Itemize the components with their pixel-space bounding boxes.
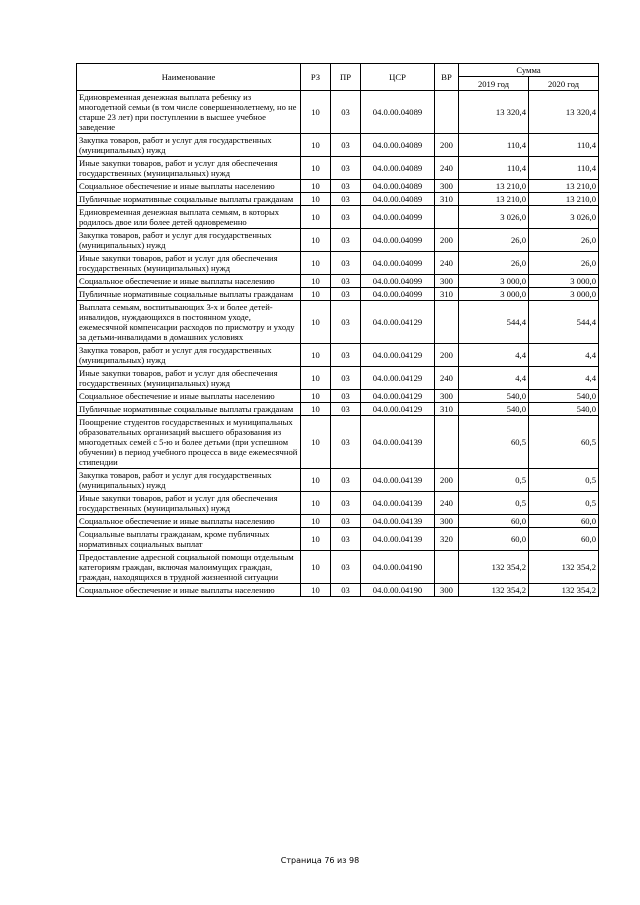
cell-y2020: 60,5: [529, 416, 599, 469]
cell-rz: 10: [301, 416, 331, 469]
cell-pr: 03: [331, 91, 361, 134]
cell-csr: 04.0.00.04089: [361, 134, 435, 157]
cell-vr: 200: [435, 134, 459, 157]
cell-vr: 240: [435, 252, 459, 275]
cell-y2019: 0,5: [459, 492, 529, 515]
cell-rz: 10: [301, 367, 331, 390]
cell-pr: 03: [331, 134, 361, 157]
table-row: [77, 180, 599, 193]
cell-vr: 240: [435, 492, 459, 515]
table-row: [77, 206, 599, 229]
cell-pr: 03: [331, 288, 361, 301]
cell-y2020: 60,0: [529, 528, 599, 551]
cell-name: Закупка товаров, работ и услуг для государственных (муниципальных) нужд: [77, 469, 301, 492]
cell-pr: 03: [331, 157, 361, 180]
cell-rz: 10: [301, 206, 331, 229]
cell-y2019: 60,5: [459, 416, 529, 469]
cell-y2020: 540,0: [529, 403, 599, 416]
cell-csr: 04.0.00.04099: [361, 288, 435, 301]
cell-vr: 310: [435, 193, 459, 206]
cell-y2019: 110,4: [459, 134, 529, 157]
cell-y2020: 4,4: [529, 344, 599, 367]
cell-rz: 10: [301, 288, 331, 301]
table-row: [77, 301, 599, 344]
cell-csr: 04.0.00.04139: [361, 416, 435, 469]
cell-pr: 03: [331, 551, 361, 584]
table-row: [77, 252, 599, 275]
cell-y2019: 132 354,2: [459, 551, 529, 584]
cell-pr: 03: [331, 229, 361, 252]
cell-csr: 04.0.00.04089: [361, 91, 435, 134]
cell-csr: 04.0.00.04089: [361, 157, 435, 180]
table-row: [77, 193, 599, 206]
cell-vr: 200: [435, 344, 459, 367]
cell-pr: 03: [331, 416, 361, 469]
cell-y2019: 26,0: [459, 252, 529, 275]
table-body: [77, 91, 599, 597]
cell-vr: 200: [435, 229, 459, 252]
cell-csr: 04.0.00.04129: [361, 344, 435, 367]
cell-y2020: 26,0: [529, 229, 599, 252]
header-name: Наименование: [77, 64, 301, 91]
cell-pr: 03: [331, 275, 361, 288]
cell-name: Поощрение студентов государственных и муниципальных образовательных организаций высшего образования из многодетных семей с 5-ю и более детьми (при успешном обучении) в период учебного процесса в виде ежемесячной стипендии: [77, 416, 301, 469]
cell-y2020: 544,4: [529, 301, 599, 344]
cell-csr: 04.0.00.04190: [361, 584, 435, 597]
cell-y2019: 60,0: [459, 515, 529, 528]
cell-name: Социальное обеспечение и иные выплаты населению: [77, 515, 301, 528]
cell-rz: 10: [301, 344, 331, 367]
cell-name: Публичные нормативные социальные выплаты гражданам: [77, 193, 301, 206]
budget-table: [76, 63, 599, 597]
cell-y2019: 0,5: [459, 469, 529, 492]
cell-vr: [435, 206, 459, 229]
cell-pr: 03: [331, 301, 361, 344]
cell-pr: 03: [331, 528, 361, 551]
cell-y2019: 540,0: [459, 390, 529, 403]
cell-y2020: 3 026,0: [529, 206, 599, 229]
table-row: [77, 492, 599, 515]
cell-name: Социальное обеспечение и иные выплаты населению: [77, 275, 301, 288]
cell-csr: 04.0.00.04139: [361, 492, 435, 515]
cell-name: Предоставление адресной социальной помощи отдельным категориям граждан, включая малоимущих граждан, граждан, находящихся в трудной жизненной ситуации: [77, 551, 301, 584]
cell-csr: 04.0.00.04099: [361, 206, 435, 229]
cell-rz: 10: [301, 91, 331, 134]
table-row: [77, 469, 599, 492]
cell-vr: 310: [435, 288, 459, 301]
cell-rz: 10: [301, 134, 331, 157]
cell-y2020: 3 000,0: [529, 288, 599, 301]
table-row: [77, 416, 599, 469]
cell-rz: 10: [301, 157, 331, 180]
cell-name: Закупка товаров, работ и услуг для государственных (муниципальных) нужд: [77, 344, 301, 367]
table-row: [77, 390, 599, 403]
cell-y2019: 13 210,0: [459, 193, 529, 206]
cell-rz: 10: [301, 403, 331, 416]
cell-y2019: 4,4: [459, 344, 529, 367]
cell-pr: 03: [331, 206, 361, 229]
cell-rz: 10: [301, 390, 331, 403]
cell-vr: 200: [435, 469, 459, 492]
cell-rz: 10: [301, 252, 331, 275]
cell-vr: 240: [435, 367, 459, 390]
cell-y2020: 132 354,2: [529, 584, 599, 597]
cell-y2020: 110,4: [529, 157, 599, 180]
cell-y2020: 540,0: [529, 390, 599, 403]
cell-name: Единовременная денежная выплата ребенку из многодетной семьи (в том числе совершеннолетнему, но не старше 23 лет) при поступлении в высшее учебное заведение: [77, 91, 301, 134]
table-row: [77, 134, 599, 157]
cell-name: Закупка товаров, работ и услуг для государственных (муниципальных) нужд: [77, 229, 301, 252]
cell-name: Иные закупки товаров, работ и услуг для обеспечения государственных (муниципальных) нужд: [77, 492, 301, 515]
header-csr: ЦСР: [361, 64, 435, 91]
cell-pr: 03: [331, 492, 361, 515]
cell-csr: 04.0.00.04099: [361, 252, 435, 275]
cell-y2019: 13 210,0: [459, 180, 529, 193]
cell-y2020: 110,4: [529, 134, 599, 157]
cell-y2019: 3 000,0: [459, 288, 529, 301]
cell-name: Выплата семьям, воспитывающих 3-х и более детей-инвалидов, нуждающихся в постоянном уходе, ежемесячной компенсации расходов по присмотру и уходу за детьми-инвалидами в домашних условиях: [77, 301, 301, 344]
cell-y2020: 13 210,0: [529, 180, 599, 193]
table-row: [77, 275, 599, 288]
cell-name: Единовременная денежная выплата семьям, в которых родилось двое или более детей одновременно: [77, 206, 301, 229]
cell-rz: 10: [301, 301, 331, 344]
table-row: [77, 515, 599, 528]
table-row: [77, 157, 599, 180]
cell-vr: 300: [435, 515, 459, 528]
header-vr: ВР: [435, 64, 459, 91]
cell-y2020: 0,5: [529, 492, 599, 515]
cell-csr: 04.0.00.04129: [361, 367, 435, 390]
header-2019: 2019 год: [459, 77, 529, 91]
cell-pr: 03: [331, 515, 361, 528]
cell-csr: 04.0.00.04190: [361, 551, 435, 584]
cell-csr: 04.0.00.04139: [361, 515, 435, 528]
cell-name: Публичные нормативные социальные выплаты гражданам: [77, 403, 301, 416]
cell-name: Социальное обеспечение и иные выплаты населению: [77, 390, 301, 403]
cell-pr: 03: [331, 180, 361, 193]
cell-y2019: 60,0: [459, 528, 529, 551]
table-row: [77, 367, 599, 390]
cell-name: Иные закупки товаров, работ и услуг для обеспечения государственных (муниципальных) нужд: [77, 157, 301, 180]
cell-vr: [435, 91, 459, 134]
table-row: [77, 229, 599, 252]
cell-pr: 03: [331, 403, 361, 416]
header-2020: 2020 год: [529, 77, 599, 91]
cell-rz: 10: [301, 515, 331, 528]
table-row: [77, 528, 599, 551]
table-row: [77, 344, 599, 367]
cell-y2019: 13 320,4: [459, 91, 529, 134]
header-pr: ПР: [331, 64, 361, 91]
cell-vr: 310: [435, 403, 459, 416]
cell-rz: 10: [301, 584, 331, 597]
table-row: [77, 91, 599, 134]
cell-name: Социальное обеспечение и иные выплаты населению: [77, 584, 301, 597]
cell-rz: 10: [301, 492, 331, 515]
cell-rz: 10: [301, 229, 331, 252]
cell-pr: 03: [331, 584, 361, 597]
cell-csr: 04.0.00.04139: [361, 469, 435, 492]
cell-rz: 10: [301, 469, 331, 492]
cell-y2020: 4,4: [529, 367, 599, 390]
cell-y2019: 540,0: [459, 403, 529, 416]
cell-vr: 240: [435, 157, 459, 180]
cell-y2020: 132 354,2: [529, 551, 599, 584]
table-row: [77, 584, 599, 597]
cell-vr: 300: [435, 275, 459, 288]
cell-y2019: 4,4: [459, 367, 529, 390]
cell-pr: 03: [331, 344, 361, 367]
cell-y2019: 3 000,0: [459, 275, 529, 288]
cell-pr: 03: [331, 390, 361, 403]
cell-csr: 04.0.00.04089: [361, 193, 435, 206]
cell-y2019: 3 026,0: [459, 206, 529, 229]
table-row: [77, 403, 599, 416]
cell-y2019: 110,4: [459, 157, 529, 180]
cell-y2020: 13 320,4: [529, 91, 599, 134]
cell-rz: 10: [301, 193, 331, 206]
cell-name: Социальные выплаты гражданам, кроме публичных нормативных социальных выплат: [77, 528, 301, 551]
cell-name: Иные закупки товаров, работ и услуг для обеспечения государственных (муниципальных) нужд: [77, 367, 301, 390]
table-header: [77, 64, 599, 91]
cell-y2020: 26,0: [529, 252, 599, 275]
cell-y2020: 13 210,0: [529, 193, 599, 206]
cell-rz: 10: [301, 180, 331, 193]
cell-vr: 320: [435, 528, 459, 551]
cell-pr: 03: [331, 252, 361, 275]
cell-rz: 10: [301, 551, 331, 584]
cell-csr: 04.0.00.04129: [361, 403, 435, 416]
cell-vr: [435, 416, 459, 469]
cell-y2019: 26,0: [459, 229, 529, 252]
cell-rz: 10: [301, 275, 331, 288]
cell-y2020: 3 000,0: [529, 275, 599, 288]
cell-pr: 03: [331, 469, 361, 492]
cell-name: Социальное обеспечение и иные выплаты населению: [77, 180, 301, 193]
cell-csr: 04.0.00.04089: [361, 180, 435, 193]
cell-vr: 300: [435, 584, 459, 597]
table-row: [77, 551, 599, 584]
header-sum: Сумма: [459, 64, 599, 77]
cell-vr: 300: [435, 180, 459, 193]
cell-name: Иные закупки товаров, работ и услуг для обеспечения государственных (муниципальных) нужд: [77, 252, 301, 275]
header-rz: РЗ: [301, 64, 331, 91]
cell-pr: 03: [331, 367, 361, 390]
cell-y2020: 60,0: [529, 515, 599, 528]
cell-csr: 04.0.00.04099: [361, 229, 435, 252]
cell-csr: 04.0.00.04139: [361, 528, 435, 551]
page-footer: Страница 76 из 98: [280, 856, 360, 865]
cell-y2019: 132 354,2: [459, 584, 529, 597]
cell-vr: [435, 301, 459, 344]
cell-y2020: 0,5: [529, 469, 599, 492]
cell-name: Закупка товаров, работ и услуг для государственных (муниципальных) нужд: [77, 134, 301, 157]
cell-vr: 300: [435, 390, 459, 403]
cell-name: Публичные нормативные социальные выплаты гражданам: [77, 288, 301, 301]
cell-vr: [435, 551, 459, 584]
cell-y2019: 544,4: [459, 301, 529, 344]
table-row: [77, 288, 599, 301]
cell-csr: 04.0.00.04129: [361, 390, 435, 403]
cell-rz: 10: [301, 528, 331, 551]
cell-pr: 03: [331, 193, 361, 206]
cell-csr: 04.0.00.04099: [361, 275, 435, 288]
cell-csr: 04.0.00.04129: [361, 301, 435, 344]
